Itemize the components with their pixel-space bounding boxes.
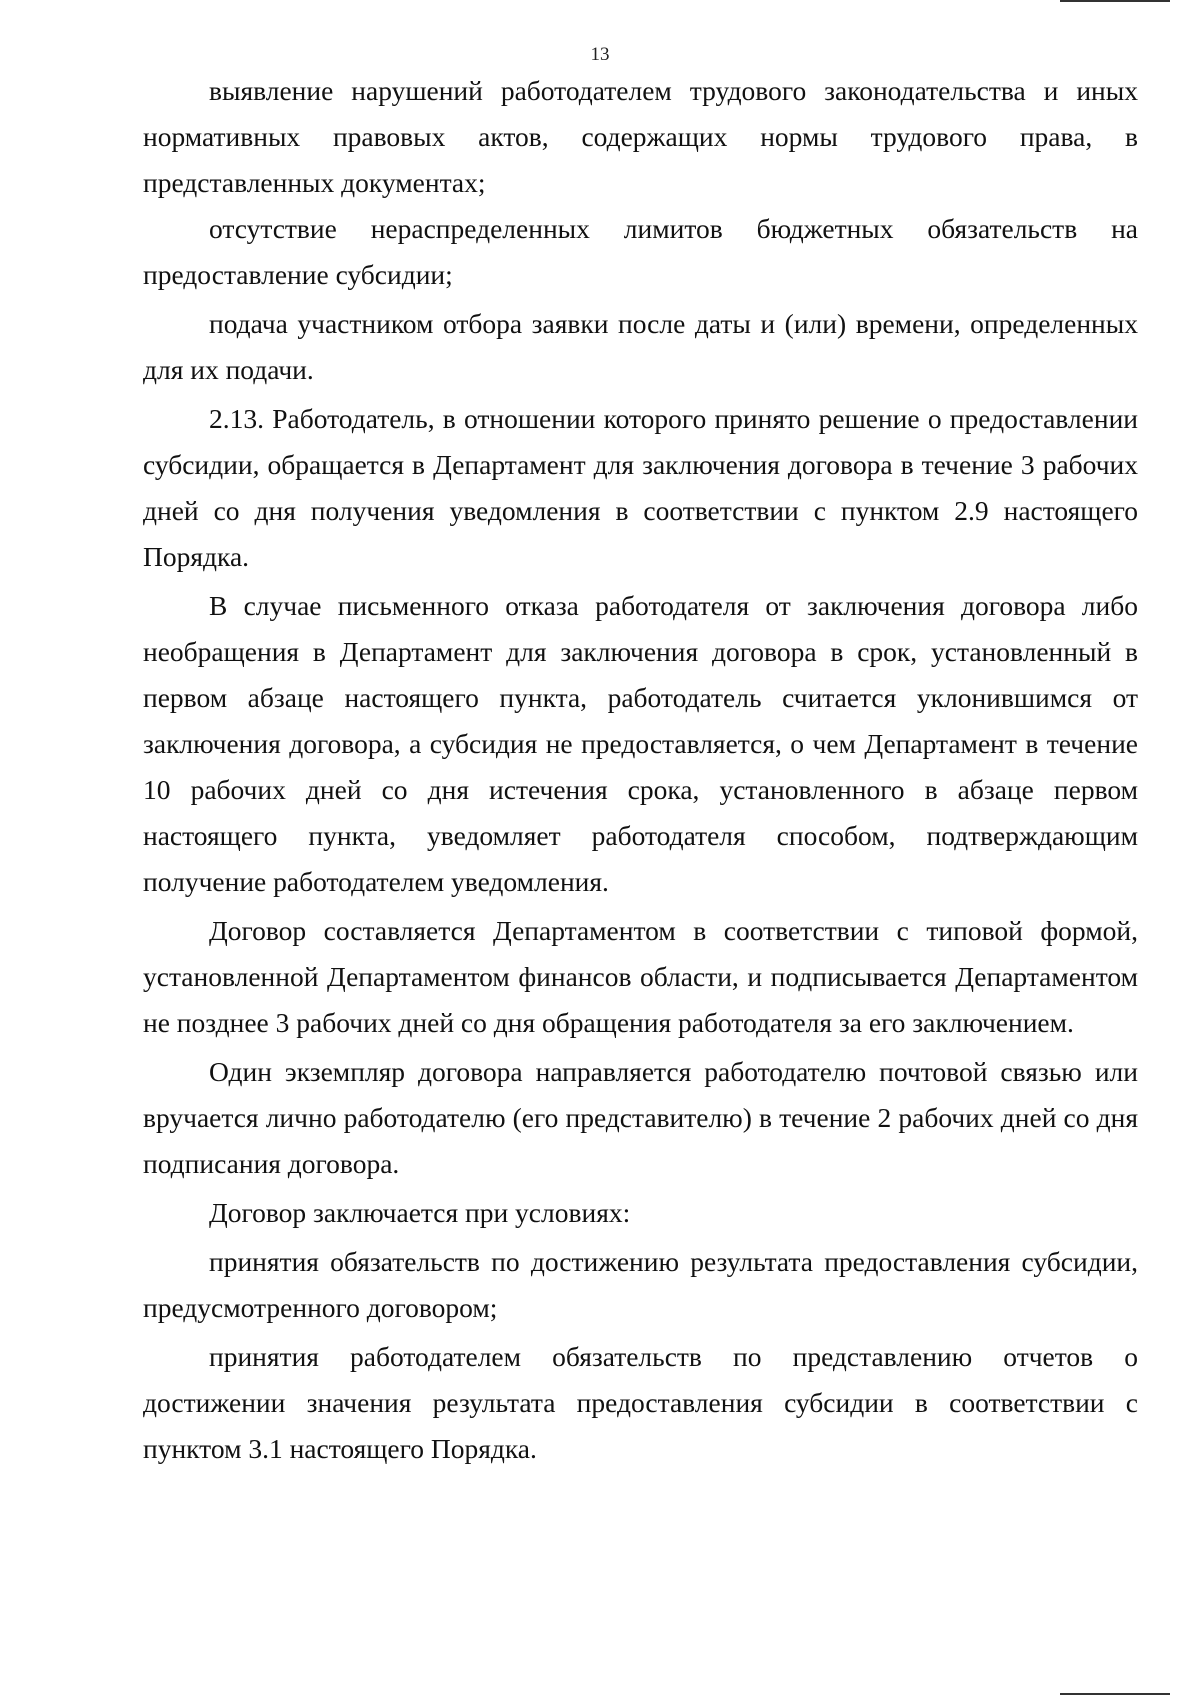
paragraph-2-13: 2.13. Работодатель, в отношении которого принято решение о предоставлении субсидии, обращается в Департамент для заключения договора в течение 3 рабочих дней со дня получения уведомления в соответствии с пунктом 2.9 настоящего Порядка. (143, 403, 1138, 572)
paragraph-contract-delivery: Один экземпляр договора направляется работодателю почтовой связью или вручается лично работодателю (его представителю) в течение 2 рабочих дней со дня подписания договора. (143, 1056, 1138, 1179)
paragraph-no-limits: отсутствие нераспределенных лимитов бюджетных обязательств на предоставление субсидии; (143, 213, 1138, 290)
document-body (143, 68, 1138, 1475)
paragraph-contract-conditions: Договор заключается при условиях: (209, 1197, 631, 1228)
scan-edge-mark-bottom (1060, 1693, 1170, 1695)
paragraph-refusal: В случае письменного отказа работодателя от заключения договора либо необращения в Департамент для заключения договора в срок, установленный в первом абзаце настоящего пункта, работодатель считается уклонившимся от заключения договора, а субсидия не предоставляется, о чем Департамент в течение 10 рабочих дней со дня истечения срока, установленного в абзаце первом настоящего пункта, уведомляет работодателя способом, подтверждающим получение работодателем уведомления. (143, 590, 1138, 897)
scan-edge-mark-top (1060, 0, 1170, 2)
page-number: 13 (590, 44, 610, 65)
paragraph-late-application: подача участником отбора заявки после даты и (или) времени, определенных для их подачи. (143, 308, 1138, 385)
paragraph-contract-drafting: Договор составляется Департаментом в соответствии с типовой формой, установленной Департаментом финансов области, и подписывается Департаментом не позднее 3 рабочих дней со дня обращения работодателя за его заключением. (143, 915, 1138, 1038)
paragraph-condition-result: принятия обязательств по достижению результата предоставления субсидии, предусмотренного договором; (143, 1246, 1138, 1323)
paragraph-violations: выявление нарушений работодателем трудового законодательства и иных нормативных правовых актов, содержащих нормы трудового права, в представленных документах; (143, 75, 1138, 198)
paragraph-condition-reports: принятия работодателем обязательств по представлению отчетов о достижении значения результата предоставления субсидии в соответствии с пунктом 3.1 настоящего Порядка. (143, 1341, 1138, 1464)
